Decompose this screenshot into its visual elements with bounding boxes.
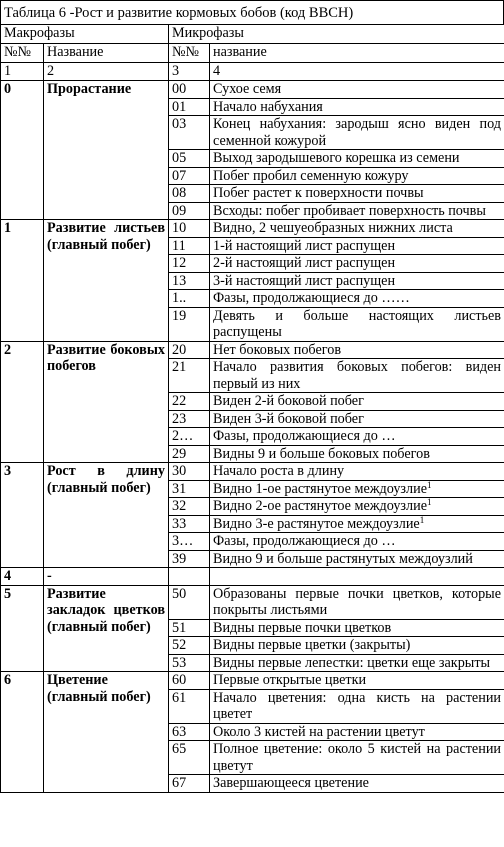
micro-code-cell: 1.. [169,290,210,308]
macro-name-cell: Цветение (главный побег) [44,672,169,793]
micro-description-cell [210,585,504,619]
micro-description-cell [210,202,504,220]
macro-code-cell: 1 [1,220,44,342]
micro-description-text: Побег пробил семенную кожуру [213,167,409,184]
micro-description-cell [210,533,504,551]
micro-code-cell: 01 [169,98,210,116]
micro-code-cell: 67 [169,775,210,793]
micro-description-text: Сухое семя [213,81,282,97]
macro-code-cell: 4 [1,568,44,586]
micro-description-text: 1-й настоящий лист распущен [213,237,396,254]
micro-description-text: Начало набухания [213,98,323,115]
micro-description-text: Побег растет к поверхности почвы [213,185,424,201]
micro-description-text: Видны первые лепестки: цветки еще закрыты [213,654,491,671]
micro-description-text: Видны первые почки цветков [213,619,392,636]
column-number: 1 [1,63,44,81]
micro-description-cell [210,654,504,672]
header-macro-number: №№ [1,44,44,63]
micro-description-cell [210,359,504,393]
header-macro-name: Название [44,44,169,63]
footnote-marker: 1 [419,514,425,525]
micro-description-cell [210,637,504,655]
header-micro-name: название [210,44,504,63]
micro-description-text: 2-й настоящий лист распущен [213,255,396,271]
bbch-table [0,24,504,793]
micro-description-cell [210,689,504,723]
micro-description-text: 3-й настоящий лист распущен [213,272,396,289]
micro-description-text: Завершающееся цветение [213,775,369,791]
header-micro-number: №№ [169,44,210,63]
micro-code-cell [169,568,210,586]
micro-description-cell [210,723,504,741]
micro-description-text: Фазы, продолжающиеся до …… [213,290,410,306]
macro-code-cell: 3 [1,463,44,568]
micro-code-cell: 21 [169,359,210,393]
table-row [1,220,504,238]
micro-description-cell [210,185,504,203]
micro-description-text: Фазы, продолжающиеся до … [213,533,396,549]
column-number: 2 [44,63,169,81]
micro-description-cell [210,445,504,463]
table-row [1,568,504,586]
micro-description-cell [210,220,504,238]
micro-code-cell: 05 [169,150,210,168]
micro-description-text: Видно 2-ое растянутое междоузлие [213,498,427,514]
micro-description-text: Начало цветения: одна кисть на растении цветет [213,689,502,722]
micro-description-cell [210,393,504,411]
macro-name-cell: Рост в длину (главный побег) [44,463,169,568]
micro-description-text: Полное цветение: около 5 кистей на растении цветут [213,741,502,774]
macro-name-cell: Развитие закладок цветков (главный побег) [44,585,169,672]
micro-description-text: Виден 3-й боковой побег [213,410,364,427]
micro-code-cell: 11 [169,237,210,255]
micro-code-cell: 63 [169,723,210,741]
micro-description-cell [210,410,504,428]
micro-description-cell [210,116,504,150]
micro-code-cell: 08 [169,185,210,203]
micro-description-cell [210,428,504,446]
table-title: Таблица 6 -Рост и развитие кормовых бобов (код BBCH) [0,0,504,24]
footnote-marker: 1 [427,497,432,507]
micro-description-text: Девять и больше настоящих листьев распущены [213,307,502,340]
table-row [1,341,504,359]
micro-description-cell [210,480,504,498]
micro-code-cell: 29 [169,445,210,463]
micro-code-cell: 52 [169,637,210,655]
table-row [1,672,504,690]
micro-description-cell [210,167,504,185]
micro-description-text: Всходы: побег пробивает поверхность почвы [213,202,486,219]
micro-description-text: Нет боковых побегов [213,341,342,358]
micro-description-text: Видно 1-ое растянутое междоузлие [213,480,427,497]
micro-code-cell: 19 [169,307,210,341]
micro-code-cell: 30 [169,463,210,481]
micro-description-cell [210,463,504,481]
column-numbers-row [1,63,504,81]
micro-description-text: Начало развития боковых побегов: виден первый из них [213,359,502,392]
header-macrophases: Макрофазы [1,25,169,44]
macro-code-cell: 6 [1,672,44,793]
micro-description-text: Выход зародышевого корешка из семени [213,150,460,166]
header-microphases: Микрофазы [169,25,504,44]
micro-code-cell: 50 [169,585,210,619]
macro-code-cell: 5 [1,585,44,672]
micro-description-cell [210,307,504,341]
micro-code-cell: 2… [169,428,210,446]
micro-code-cell: 22 [169,393,210,411]
micro-code-cell: 39 [169,550,210,568]
micro-description-cell [210,550,504,568]
micro-description-cell [210,81,504,99]
column-number: 3 [169,63,210,81]
micro-code-cell: 12 [169,255,210,273]
macro-name-cell: Развитие листьев (главный побег) [44,220,169,342]
micro-code-cell: 07 [169,167,210,185]
micro-code-cell: 53 [169,654,210,672]
column-number: 4 [210,63,504,81]
micro-code-cell: 51 [169,619,210,637]
macro-name-cell: Развитие боковых побегов [44,341,169,463]
micro-description-cell [210,98,504,116]
micro-description-text: Фазы, продолжающиеся до … [213,428,396,444]
footnote-marker: 1 [427,479,432,490]
micro-code-cell: 3… [169,533,210,551]
micro-description-cell [210,272,504,290]
micro-code-cell: 32 [169,498,210,516]
micro-description-cell [210,150,504,168]
micro-description-text: Видно 3-е растянутое междоузлие [213,515,420,532]
micro-description-text: Начало роста в длину [213,463,345,479]
micro-description-cell [210,568,504,586]
micro-code-cell: 31 [169,480,210,498]
micro-description-cell [210,237,504,255]
header-row-columns [1,44,504,63]
micro-code-cell: 13 [169,272,210,290]
micro-description-text: Виден 2-й боковой побег [213,393,364,409]
micro-code-cell: 00 [169,81,210,99]
micro-description-cell [210,255,504,273]
micro-description-text: Видны 9 и больше боковых побегов [213,445,430,462]
micro-code-cell: 03 [169,116,210,150]
micro-description-cell [210,341,504,359]
micro-description-cell [210,515,504,533]
table-row [1,81,504,99]
micro-description-text: Видны первые цветки (закрыты) [213,637,411,653]
table-row [1,585,504,619]
micro-description-text: Около 3 кистей на растении цветут [213,723,425,740]
macro-code-cell: 2 [1,341,44,463]
micro-description-text: Образованы первые почки цветков, которые покрыты листьями [213,585,502,618]
micro-description-cell [210,741,504,775]
micro-description-text: Конец набухания: зародыш ясно виден под семенной кожурой [213,116,502,149]
micro-code-cell: 65 [169,741,210,775]
micro-code-cell: 61 [169,689,210,723]
micro-code-cell: 10 [169,220,210,238]
header-row-group [1,25,504,44]
micro-code-cell: 20 [169,341,210,359]
micro-code-cell: 60 [169,672,210,690]
micro-description-cell [210,775,504,793]
micro-description-text: Видно, 2 чешуеобразных нижних листа [213,220,453,236]
micro-description-text: Видно 9 и больше растянутых междоузлий [213,550,473,567]
micro-description-cell [210,619,504,637]
macro-code-cell: 0 [1,81,44,220]
micro-description-cell [210,672,504,690]
micro-code-cell: 33 [169,515,210,533]
micro-code-cell: 23 [169,410,210,428]
micro-code-cell: 09 [169,202,210,220]
macro-name-cell: - [44,568,169,586]
micro-description-text: Первые открытые цветки [213,672,367,688]
table-row [1,463,504,481]
macro-name-cell: Прорастание [44,81,169,220]
micro-description-cell [210,498,504,516]
micro-description-cell [210,290,504,308]
